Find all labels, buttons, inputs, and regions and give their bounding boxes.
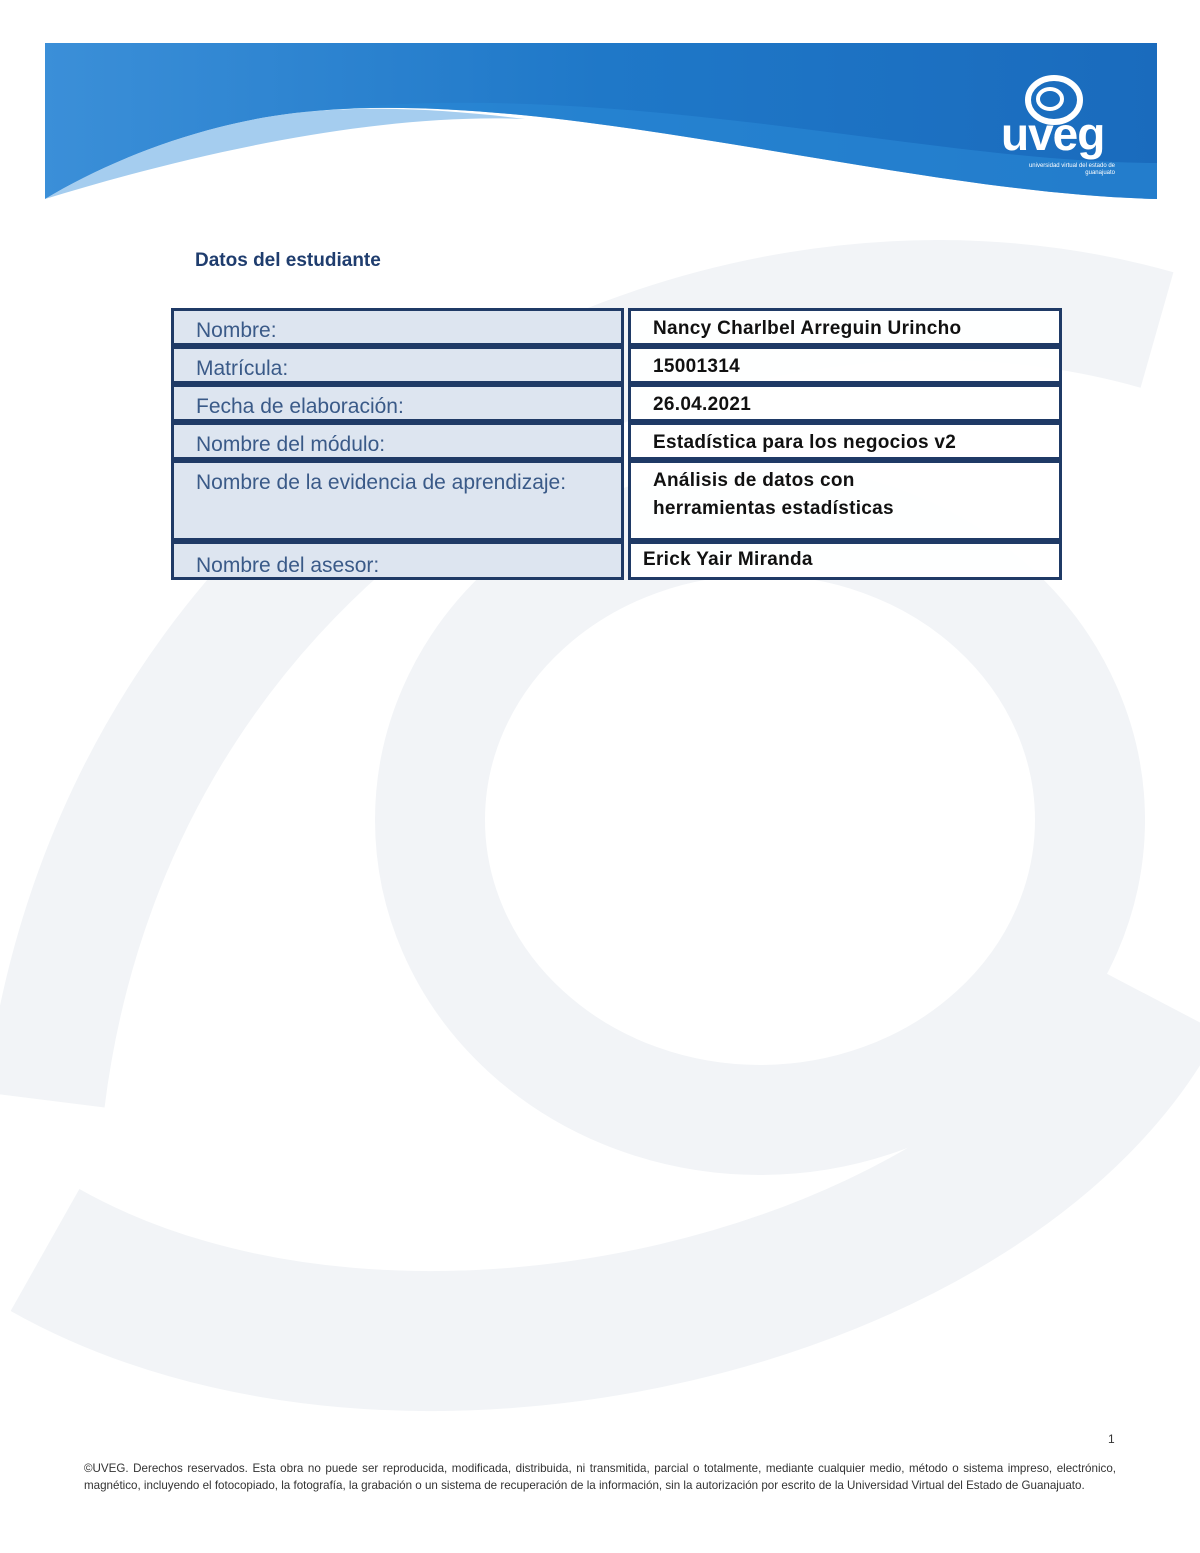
row-value-modulo: Estadística para los negocios v2: [628, 422, 1062, 460]
row-label-modulo: Nombre del módulo:: [171, 422, 624, 460]
uveg-logo: [995, 75, 1120, 180]
table-row: [171, 422, 1062, 460]
row-value-nombre: Nancy Charlbel Arreguin Urincho: [628, 308, 1062, 346]
section-title: Datos del estudiante: [195, 250, 381, 271]
copyright-notice: ©UVEG. Derechos reservados. Esta obra no puede ser reproducida, modificada, distribuida, ni transmitida, parcial o totalmente, mediante cualquier medio, método o sistema impreso, electrónico, magnético, incluyendo el fotocopiado, la fotografía, la grabación o un sistema de recuperación de la información, sin la autorización por escrito de la Universidad Virtual del Estado de Guanajuato.: [84, 1462, 1116, 1492]
row-value-asesor: Erick Yair Miranda: [628, 541, 1062, 580]
logo-wordmark: uveg: [1001, 108, 1105, 160]
row-label-matricula: Matrícula:: [171, 346, 624, 384]
table-row: [171, 541, 1062, 580]
student-data-table: [171, 308, 1062, 580]
row-label-nombre: Nombre:: [171, 308, 624, 346]
row-value-matricula: 15001314: [628, 346, 1062, 384]
row-label-evidencia: Nombre de la evidencia de aprendizaje:: [171, 460, 624, 541]
table-row: [171, 460, 1062, 541]
table-row: [171, 346, 1062, 384]
table-row: [171, 384, 1062, 422]
logo-tagline: universidad virtual del estado de guanajuato: [1028, 163, 1115, 176]
row-value-fecha: 26.04.2021: [628, 384, 1062, 422]
row-value-evidencia: Análisis de datos con herramientas estadísticas: [628, 460, 1062, 541]
row-label-asesor: Nombre del asesor:: [171, 541, 624, 580]
table-row: [171, 308, 1062, 346]
header-banner: [45, 43, 1157, 199]
page-number: 1: [1108, 1432, 1115, 1446]
row-label-fecha: Fecha de elaboración:: [171, 384, 624, 422]
